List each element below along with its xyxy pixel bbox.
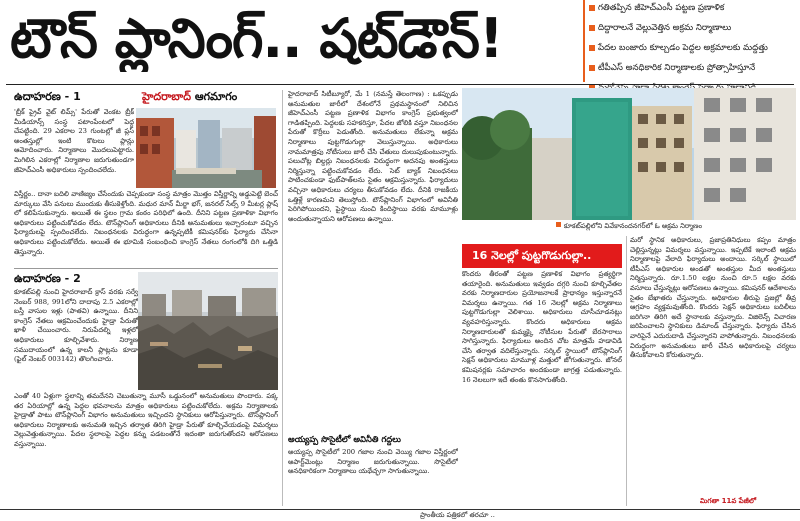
example2-label: ఉదాహరణ - 2 xyxy=(14,272,81,285)
example1-body: విస్తీర్ణం.. దానా బదిలి వాణిజ్యం చేసేందుకు చెప్పకుండా సంస్థ మాత్రం మొత్తం విస్తీర్ణాన్ని అడ్డుపెట్టి బెంచ్ మార్కులు వేసి పనులు ముందుకు తీసుకెళ్తోంది. మధుర మాన్ మీర్జా భగ్, జనరల్ సేల్స్ 9 మీటర్ల ప్లాష్ లో కలిపేసుకున్నారు. అయితే ఈ స్థలం గ్రామ కంఠం పరిధిలో ఉంది. దీనిని పట్టణ ప్రణాళికా విభాగం అధికారులు పట్టించుకోవడం లేదు. టౌన్‌ప్లానింగ్ అధికారులు దీనికి అనుమతులు ఇచ్చారంటూ వచ్చిన ఫిర్యాదులపై స్పందించలేదు. నిబంధనలకు విరుద్ధంగా ఉన్నప్పటికీ కమిషనర్‌కు ఫిర్యాదు చేసినా అధికారులు పట్టించుకోలేదు. అయితే ఈ భూమికి సంబంధించి కాంగ్రెస్ నేతలు రంగంలోకి దిగి ఒత్తిడి తెస్తున్నారు. xyxy=(14,190,278,256)
example1-label: ఉదాహరణ - 1 xyxy=(14,90,81,103)
main-photo xyxy=(462,88,796,220)
caption-marker-icon xyxy=(556,222,561,227)
illegal-construction-image xyxy=(462,88,796,220)
headline-divider xyxy=(583,0,585,82)
gated-layout-image xyxy=(136,108,276,188)
city-tag-black: ఆగమాగం xyxy=(191,90,238,103)
example2-intro: కూకట్‌పల్లి నుంచి హైదరాబాద్ క్రాస్ వరకు సర్వే నెంబర్ 988, 991లోని దాదాపు 2.5 ఎకరాల్లో బస్తీ వాసుల ఇళ్లు (పాతవి) ఉన్నాయి. దీనిని కాంగ్రెస్ నేతలు ఆక్రమించేందుకు హైడ్రా పేరుతో ఖాళీ చేయించారు. నిరుపేదల్ని ఇళ్లలో అధికారులు కూల్చివేశారు. నిర్మాణ సముదాయంలో ఉన్న కాలనీ ప్లాట్లను కూడా (ఫైల్ నెంబర్ 003142) తొలగించారు. xyxy=(14,288,138,364)
demolition-site-image xyxy=(138,272,278,390)
example2-photo xyxy=(138,272,278,390)
bullet-item: గతితప్పిన జీహెచ్‌ఎంసీ పట్టణ ప్రణాళిక xyxy=(588,2,796,22)
example-divider xyxy=(14,268,278,269)
bullet-marker-icon xyxy=(589,25,595,31)
headline: టౌన్ ప్లానింగ్.. షట్‌డౌన్! xyxy=(10,7,503,70)
middle-lead: హైదరాబాద్ సిటీబ్యూరో, మే 1 (నమస్తే తెలంగాణ) : ఒకప్పుడు అనుమతుల జారీలో దేశంలోనే ప్రథమస్థానంలో నిలిచిన జీహెచ్‌ఎంసీ పట్టణ ప్రణాళిక విభాగం కాంగ్రెస్ ప్రభుత్వంలో గాడితప్పింది. పెద్దలకు సహకరిస్తూ, పేదల జోలికి వస్తూ నిబంధనల పేరుతో కొర్రీలు పెడుతోంది. అనుమతులు లేకున్నా అక్రమ నిర్మాణాలు పుట్టగొడుగుల్లా వెలుస్తున్నాయి. అధికారులు నామమాత్రపు నోటీసులు జారీ చేసి చేతులు దులుపుకుంటున్నారు. పలుచోట్ల బిల్డర్లు నిబంధనలకు విరుద్ధంగా అదనపు అంతస్తులు నిర్మిస్తున్నా పట్టించుకోవడం లేదు. సెట్ బ్యాక్ నిబంధనలు పాటించకుండా ఫుట్‌పాత్‌లను సైతం ఆక్రమిస్తున్నారు. ఫిర్యాదులు వచ్చినా అధికారులు చర్యలు తీసుకోవడం లేదు. దీనికి రాజకీయ ఒత్తిళ్లే కారణమని తెలుస్తోంది. టౌన్‌ప్లానింగ్ విభాగంలో అవినీతి పెరిగిపోయిందని, పైస్థాయి నుంచి కిందిస్థాయి వరకు మామూళ్లు అందుతున్నాయని ఆరోపణలు ఉన్నాయి. xyxy=(288,90,458,223)
bullet-item: టీపీఎస్ అనధికారిక నిర్మాణాలకు ప్రోత్సాహిస్తూనే xyxy=(588,62,796,82)
bullet-item: దిద్దారాలనే వెల్లువెత్తిన అక్రమ నిర్మాణాలు xyxy=(588,22,796,42)
example1-photo xyxy=(136,108,276,188)
headline-rule xyxy=(6,84,794,85)
bullet-marker-icon xyxy=(589,5,595,11)
right-column-divider xyxy=(626,236,627,506)
bullet-marker-icon xyxy=(589,45,595,51)
bullet-marker-icon xyxy=(589,65,595,71)
bullet-item: పేదల బంజారు కూల్చడం పెద్దల అక్రమాలకు మద్దత్తు xyxy=(588,42,796,62)
example1-intro: 'బ్రీక్ ప్రైవ్ వైట్ లిమ్స్' పేరుతో వెంకట బ్రీక్ మీడియాన్స్ సంస్థ పటాంపేంటలో పెద్ద చేపట్టింది. 29 ఎకరాల 23 గుంటల్లో జీ ప్లస్ అంతస్తుల్లో ఇంటి కొటలు ప్లాన్లు ఆమోదించారు. నిర్మాణాలు మొదలుపెట్టారు. మిగిలిన ఎకరాల్లో నిర్మాణాల జరుగుతుండగా జీహెచ్‌ఎంసీ అధికారులు స్పందించలేదు. xyxy=(14,108,134,174)
right-right-text: మరో స్థానిక అధికారులు, ప్రజాప్రతినిధులు కప్పం మాత్రం చెల్లిస్తున్నట్లు విమర్శలు వస్తున్నాయి. ఇప్పటికే ఇలాంటి అక్రమ నిర్మాణాలపై వేలాది ఫిర్యాదులు అందాయి. సర్కిల్ స్థాయిలో టీపీఎస్ అధికారుల అండతో అంతస్తుల మీద అంతస్తులు నిర్మిస్తున్నారు. రూ.1.50 లక్షల నుంచి రూ.5 లక్షల వరకు వసూలు చేస్తున్నట్లు ఆరోపణలు ఉన్నాయి. కమిషనర్ ఆదేశాలను సైతం బేఖాతరు చేస్తున్నారు. అధికారుల తీరుపై ప్రజల్లో తీవ్ర ఆగ్రహం వ్యక్తమవుతోంది. కొందరు సెక్షన్ అధికారులు బదిలీలు జరిగినా తిరిగి అదే స్థానాలకు వస్తున్నారు. విజిలెన్స్ విచారణ జరిపించాలని స్థానికులు డిమాండ్ చేస్తున్నారు. ఫిర్యాదు చేసిన వారిపైనే ఎదురుదాడి చేస్తున్నారని వాపోతున్నారు. నిబంధనలకు విరుద్ధంగా అనుమతులు జారీ చేసిన అధికారులపై చర్యలు తీసుకోవాలని కోరుతున్నారు. xyxy=(630,236,796,360)
footer-strip xyxy=(0,509,800,521)
middle-subhead: అయ్యప్ప సొసైటీలో అవినీతి గద్దలు xyxy=(288,434,401,444)
right-left-text: కొందరు తీరంతో పట్టణ ప్రణాళిక విభాగం ప్రత్యర్థిగా తయారైంది. అనుమతులు ఇవ్వడం దగ్గరి నుంచి కూల్చివేతల వరకు నిర్మాణదారుల ప్రయోజనాలకే ప్రాధాన్యం ఇస్తున్నారనే విమర్శలు ఉన్నాయి. గత 16 నెలల్లో అక్రమ నిర్మాణాలు పుట్టగొడుగుల్లా వెలిశాయి. అధికారులు చూసీచూడనట్లు వ్యవహరిస్తున్నారు. కొందరు అధికారులు అక్రమ నిర్మాణదారులతో కుమ్మక్కై నోటీసుల పేరుతో బేరసారాలు సాగిస్తున్నారు. ఫిర్యాదులు అందిన చోట మాత్రమే హడావిడి చేసి తర్వాత వదిలేస్తున్నారు. సర్కిల్ స్థాయిలో టౌన్‌ప్లానింగ్ సెక్షన్ అధికారులు మామూళ్ల మత్తులో జోగుతున్నారు. జోనల్ కమిషనర్లకు సమాచారం అందకుండా జాగ్రత్త పడుతున్నారు. 16 నెలలుగా ఇదే తంతు కొనసాగుతోంది. xyxy=(462,270,622,384)
footer-text: ప్రాంతీయ పత్రికలో తరచూ .. xyxy=(420,511,495,519)
photo-caption: కూకట్‌పల్లిలోని వివేకానందనగర్‌లో ఓ అక్రమ నిర్మాణం xyxy=(462,221,796,232)
bullet-list xyxy=(588,2,796,102)
column-divider xyxy=(282,90,283,506)
city-tag-red: హైదరాబాద్ xyxy=(142,90,191,103)
middle-tail: అయ్యప్ప సొసైటీలో 200 గజాల నుంచి వెయ్యి గజాల విస్తీర్ణంలో అపార్ట్‌మెంట్లు నిర్మాణం జరుగుతున్నాయి. సొసైటీలో అనధికారికంగా నిర్మాణాలు యథేచ్ఛగా సాగుతున్నాయి. xyxy=(288,448,458,476)
continued-note: మిగతా 11వ పేజీలో xyxy=(700,497,757,505)
example2-body: ఎంతో 40 ఏళ్లుగా స్థలాన్ని తమదేనని చెబుతున్నా మూసీ ఒడ్డునంలో అనుమతులు పొందారు. పక్క తర ఏరియాల్లో ఉన్న పెద్దల భవనాలను మాత్రం అధికారులు పట్టించుకోలేదు. అక్రమ నిర్మాణాలకు హైడ్రాతో పాటు టౌన్‌ప్లానింగ్ విభాగం అనుమతులు ఇచ్చిందని స్థానికులు ఆరోపిస్తున్నారు. టౌన్‌ప్లానింగ్ అధికారులు నిర్మాణాలకు అనుమతి ఇచ్చిన తర్వాత తిరిగి హైడ్రా పేరుతో కూల్చివేయడంపై విమర్శలు వెల్లువెత్తుతున్నాయి. పేదల స్థలాలపై పెద్దల కన్ను పడటంతోనే ఇదంతా జరుగుతోందని ఆరోపణలు వస్తున్నాయి. xyxy=(14,392,278,448)
city-tag xyxy=(142,90,237,106)
right-subhead: 16 నెలల్లో పుట్టగొడుగుల్లా.. xyxy=(462,244,622,268)
